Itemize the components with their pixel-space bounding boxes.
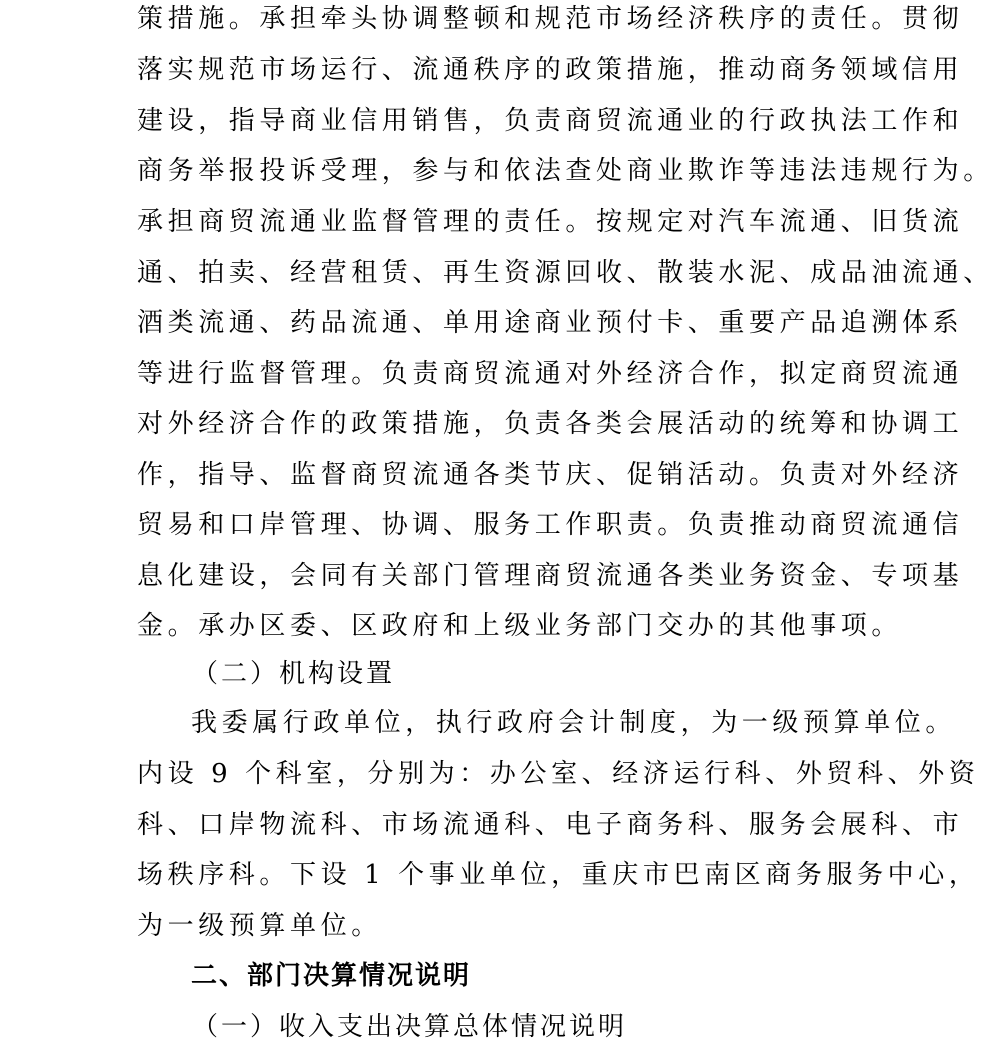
paragraph-line: 为一级预算单位。	[137, 911, 382, 941]
paragraph-line: 内设 9 个科室，分别为：办公室、经济运行科、外贸科、外资	[137, 759, 980, 789]
paragraph-line: 承担商贸流通业监督管理的责任。按规定对汽车流通、旧货流	[137, 207, 964, 237]
paragraph-line: 对外经济合作的政策措施，负责各类会展活动的统筹和协调工	[137, 409, 964, 439]
sub-heading: （一）收入支出决算总体情况说明	[192, 1012, 628, 1042]
paragraph-line: 场秩序科。下设 1 个事业单位，重庆市巴南区商务服务中心，	[137, 860, 980, 890]
paragraph-line: 金。承办区委、区政府和上级业务部门交办的其他事项。	[137, 611, 903, 641]
paragraph-line: 贸易和口岸管理、协调、服务工作职责。负责推动商贸流通信	[137, 510, 964, 540]
paragraph-line: 落实规范市场运行、流通秩序的政策措施，推动商务领域信用	[137, 55, 964, 85]
paragraph-line: 息化建设，会同有关部门管理商贸流通各类业务资金、专项基	[137, 561, 964, 591]
paragraph-line: 我委属行政单位，执行政府会计制度，为一级预算单位。	[191, 708, 957, 738]
paragraph-line: 策措施。承担牵头协调整顿和规范市场经济秩序的责任。贯彻	[137, 4, 964, 34]
paragraph-line: 通、拍卖、经营租赁、再生资源回收、散装水泥、成品油流通、	[137, 258, 994, 288]
section-heading: （二）机构设置	[192, 659, 396, 689]
paragraph-line: 科、口岸物流科、市场流通科、电子商务科、服务会展科、市	[137, 810, 964, 840]
paragraph-line: 商务举报投诉受理，参与和依法查处商业欺诈等违法违规行为。	[137, 156, 994, 186]
paragraph-line: 作，指导、监督商贸流通各类节庆、促销活动。负责对外经济	[137, 460, 964, 490]
paragraph-line: 建设，指导商业信用销售，负责商贸流通业的行政执法工作和	[137, 106, 964, 136]
paragraph-line: 酒类流通、药品流通、单用途商业预付卡、重要产品追溯体系	[137, 308, 964, 338]
main-heading: 二、部门决算情况说明	[191, 961, 472, 991]
paragraph-line: 等进行监督管理。负责商贸流通对外经济合作，拟定商贸流通	[137, 359, 964, 389]
